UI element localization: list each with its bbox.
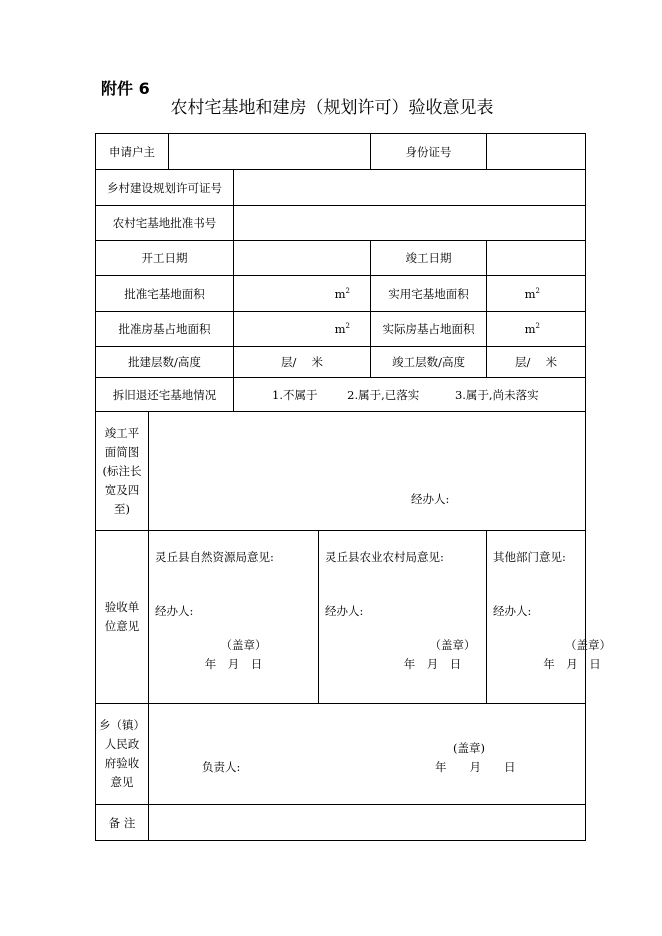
row-remarks: [96, 805, 586, 841]
row-applicant: [96, 134, 586, 170]
row-homestead-area: [96, 276, 586, 312]
unit-m: m: [334, 322, 346, 336]
demolition-option-3[interactable]: 3.属于,尚未落实: [454, 387, 539, 402]
approved-homestead-area-label: 批准宅基地面积: [96, 276, 234, 312]
approved-footprint-label: 批准房基占地面积: [96, 312, 234, 347]
row-site-plan: [96, 412, 586, 531]
dept-other[interactable]: [487, 531, 612, 704]
planning-permit-label: 乡村建设规划许可证号: [96, 170, 234, 206]
unit-m: m: [524, 322, 536, 336]
approved-homestead-area-field[interactable]: [234, 276, 371, 312]
start-date-field[interactable]: [234, 241, 371, 276]
row-planning-permit: [96, 170, 586, 206]
acceptance-form-table: [95, 133, 612, 841]
township-responsible: 负责人:: [202, 760, 241, 774]
row-floors: [96, 347, 586, 378]
floors-unit: 层/ 米: [515, 355, 558, 369]
start-date-label: 开工日期: [96, 241, 234, 276]
label-line: 人民政: [104, 737, 140, 751]
unit-m: m: [334, 286, 346, 301]
acceptance-label: [96, 531, 149, 704]
label-line: 至): [114, 501, 130, 516]
dept-name: 灵丘县农业农村局意见:: [325, 550, 444, 564]
label-line: 乡（镇）: [99, 718, 145, 732]
dept-seal: （盖章）: [220, 638, 267, 652]
id-number-label: 身份证号: [371, 134, 487, 170]
dept-name: 灵丘县自然资源局意见:: [155, 550, 274, 564]
unit-sup: 2: [345, 286, 351, 295]
site-plan-label: [96, 412, 149, 531]
actual-footprint-label: 实际房基占地面积: [371, 312, 487, 347]
demolition-options: [234, 378, 586, 412]
demolition-option-1[interactable]: 1.不属于: [272, 387, 318, 402]
planning-permit-field[interactable]: [234, 170, 586, 206]
remarks-field[interactable]: [149, 805, 586, 841]
actual-homestead-area-field[interactable]: [487, 276, 586, 312]
unit-sup: 2: [535, 322, 541, 331]
row-dates: [96, 241, 586, 276]
dept-agent: 经办人:: [325, 604, 364, 618]
dept-seal: （盖章）: [565, 638, 612, 652]
remarks-label: 备 注: [96, 805, 149, 841]
label-line: 面简图: [104, 444, 140, 459]
dept-name: 其他部门意见:: [493, 550, 566, 564]
unit-sup: 2: [535, 286, 541, 295]
site-plan-agent: 经办人:: [411, 492, 450, 506]
township-label: [96, 704, 149, 805]
completion-date-field[interactable]: [487, 241, 586, 276]
form-title-text: 农村宅基地和建房（规划许可）验收意见表: [170, 98, 494, 118]
actual-homestead-area-label: 实用宅基地面积: [371, 276, 487, 312]
label-line: 宽及四: [104, 482, 140, 497]
demolition-label: 拆旧退还宅基地情况: [96, 378, 234, 412]
approval-doc-label: 农村宅基地批准书号: [96, 206, 234, 241]
township-date: 年 月 日: [435, 760, 516, 774]
dept-seal: （盖章）: [429, 638, 476, 652]
completed-floors-label: 竣工层数/高度: [371, 347, 487, 378]
floors-unit: 层/ 米: [280, 355, 324, 369]
label-line: (标注长: [102, 463, 142, 478]
applicant-label: 申请户主: [96, 134, 169, 170]
unit-sup: 2: [345, 322, 351, 331]
demolition-option-2[interactable]: 2.属于,已落实: [347, 387, 420, 402]
dept-natural-resources[interactable]: [149, 531, 319, 704]
dept-date: 年 月 日: [204, 657, 263, 671]
completed-floors-field[interactable]: [487, 347, 586, 378]
site-plan-area[interactable]: [149, 412, 586, 531]
completion-date-label: 竣工日期: [371, 241, 487, 276]
dept-date: 年 月 日: [543, 657, 601, 671]
township-seal: (盖章): [453, 741, 485, 755]
approval-doc-field[interactable]: [234, 206, 586, 241]
applicant-field[interactable]: [169, 134, 371, 170]
unit-m: m: [524, 286, 536, 301]
label-line: 位意见: [104, 619, 140, 633]
township-opinion-area[interactable]: [149, 704, 586, 805]
label-line: 府验收: [104, 756, 140, 770]
dept-agriculture[interactable]: [319, 531, 487, 704]
row-approval-doc: [96, 206, 586, 241]
row-acceptance: [96, 531, 586, 704]
row-demolition: [96, 378, 586, 412]
dept-agent: 经办人:: [155, 604, 194, 618]
actual-footprint-field[interactable]: [487, 312, 586, 347]
form-title: [0, 93, 662, 118]
id-number-field[interactable]: [487, 134, 586, 170]
label-line: 意见: [110, 775, 134, 789]
annex-number: 附件 6: [101, 79, 150, 98]
approved-floors-field[interactable]: [234, 347, 371, 378]
approved-floors-label: 批建层数/高度: [96, 347, 234, 378]
dept-agent: 经办人:: [493, 604, 532, 618]
dept-date: 年 月 日: [403, 657, 462, 671]
label-line: 竣工平: [104, 425, 140, 440]
approved-footprint-field[interactable]: [234, 312, 371, 347]
row-township: [96, 704, 586, 805]
label-line: 验收单: [104, 600, 140, 614]
row-footprint: [96, 312, 586, 347]
